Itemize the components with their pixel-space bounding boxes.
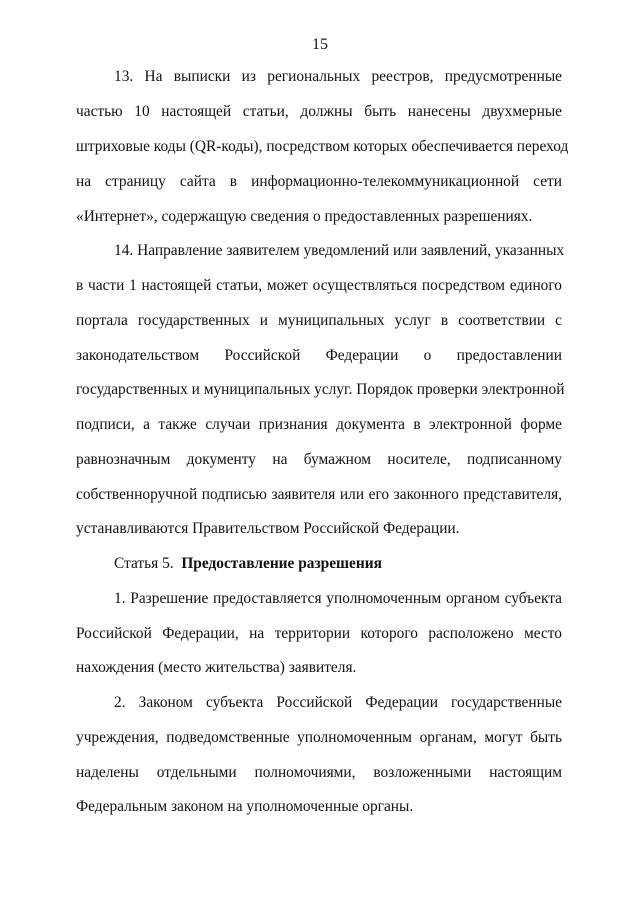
paragraph-14-line: в части 1 настоящей статьи, может осуществляться посредством единого: [76, 277, 562, 294]
article-title: Предоставление разрешения: [181, 555, 382, 572]
article5-point1-line: 1. Разрешение предоставляется уполномоченным органом субъекта: [114, 590, 562, 607]
paragraph-14-line: собственноручной подписью заявителя или его законного представителя,: [76, 486, 562, 503]
article5-point1-line: Российской Федерации, на территории которого расположено место: [76, 625, 562, 642]
paragraph-14-line: 14. Направление заявителем уведомлений или заявлений, указанных: [114, 242, 565, 259]
paragraph-14-line: подписи, а также случаи признания документа в электронной форме: [76, 416, 562, 433]
paragraph-13-line: частью 10 настоящей статьи, должны быть нанесены двухмерные: [76, 103, 562, 120]
article-heading: [114, 554, 562, 574]
paragraph-14-line: устанавливаются Правительством Российской Федерации.: [76, 520, 460, 537]
paragraph-14-line: законодательством Российской Федерации о предоставлении: [76, 347, 562, 364]
paragraph-14-line: равнозначным документу на бумажном носителе, подписанному: [76, 451, 562, 468]
page-number: 15: [312, 36, 328, 53]
paragraph-13-line: штриховые коды (QR-коды), посредством которых обеспечивается переход: [76, 138, 569, 155]
article5-point2-line: наделены отдельными полномочиями, возложенными настоящим: [76, 764, 562, 781]
article-number: Статья 5.: [114, 555, 182, 572]
paragraph-13-line: 13. На выписки из региональных реестров, предусмотренные: [114, 68, 562, 85]
article5-point1-line: нахождения (место жительства) заявителя.: [76, 659, 357, 676]
paragraph-13-line: на страницу сайта в информационно-телекоммуникационной сети: [76, 173, 562, 190]
article5-point2-line: учреждения, подведомственные уполномоченным органам, могут быть: [76, 729, 562, 746]
article5-point2-line: 2. Законом субъекта Российской Федерации государственные: [114, 694, 562, 711]
paragraph-13-line: «Интернет», содержащую сведения о предоставленных разрешениях.: [76, 208, 533, 225]
paragraph-14-line: портала государственных и муниципальных услуг в соответствии с: [76, 312, 562, 329]
paragraph-14-line: государственных и муниципальных услуг. Порядок проверки электронной: [76, 381, 565, 398]
article5-point2-line: Федеральным законом на уполномоченные органы.: [76, 798, 414, 815]
